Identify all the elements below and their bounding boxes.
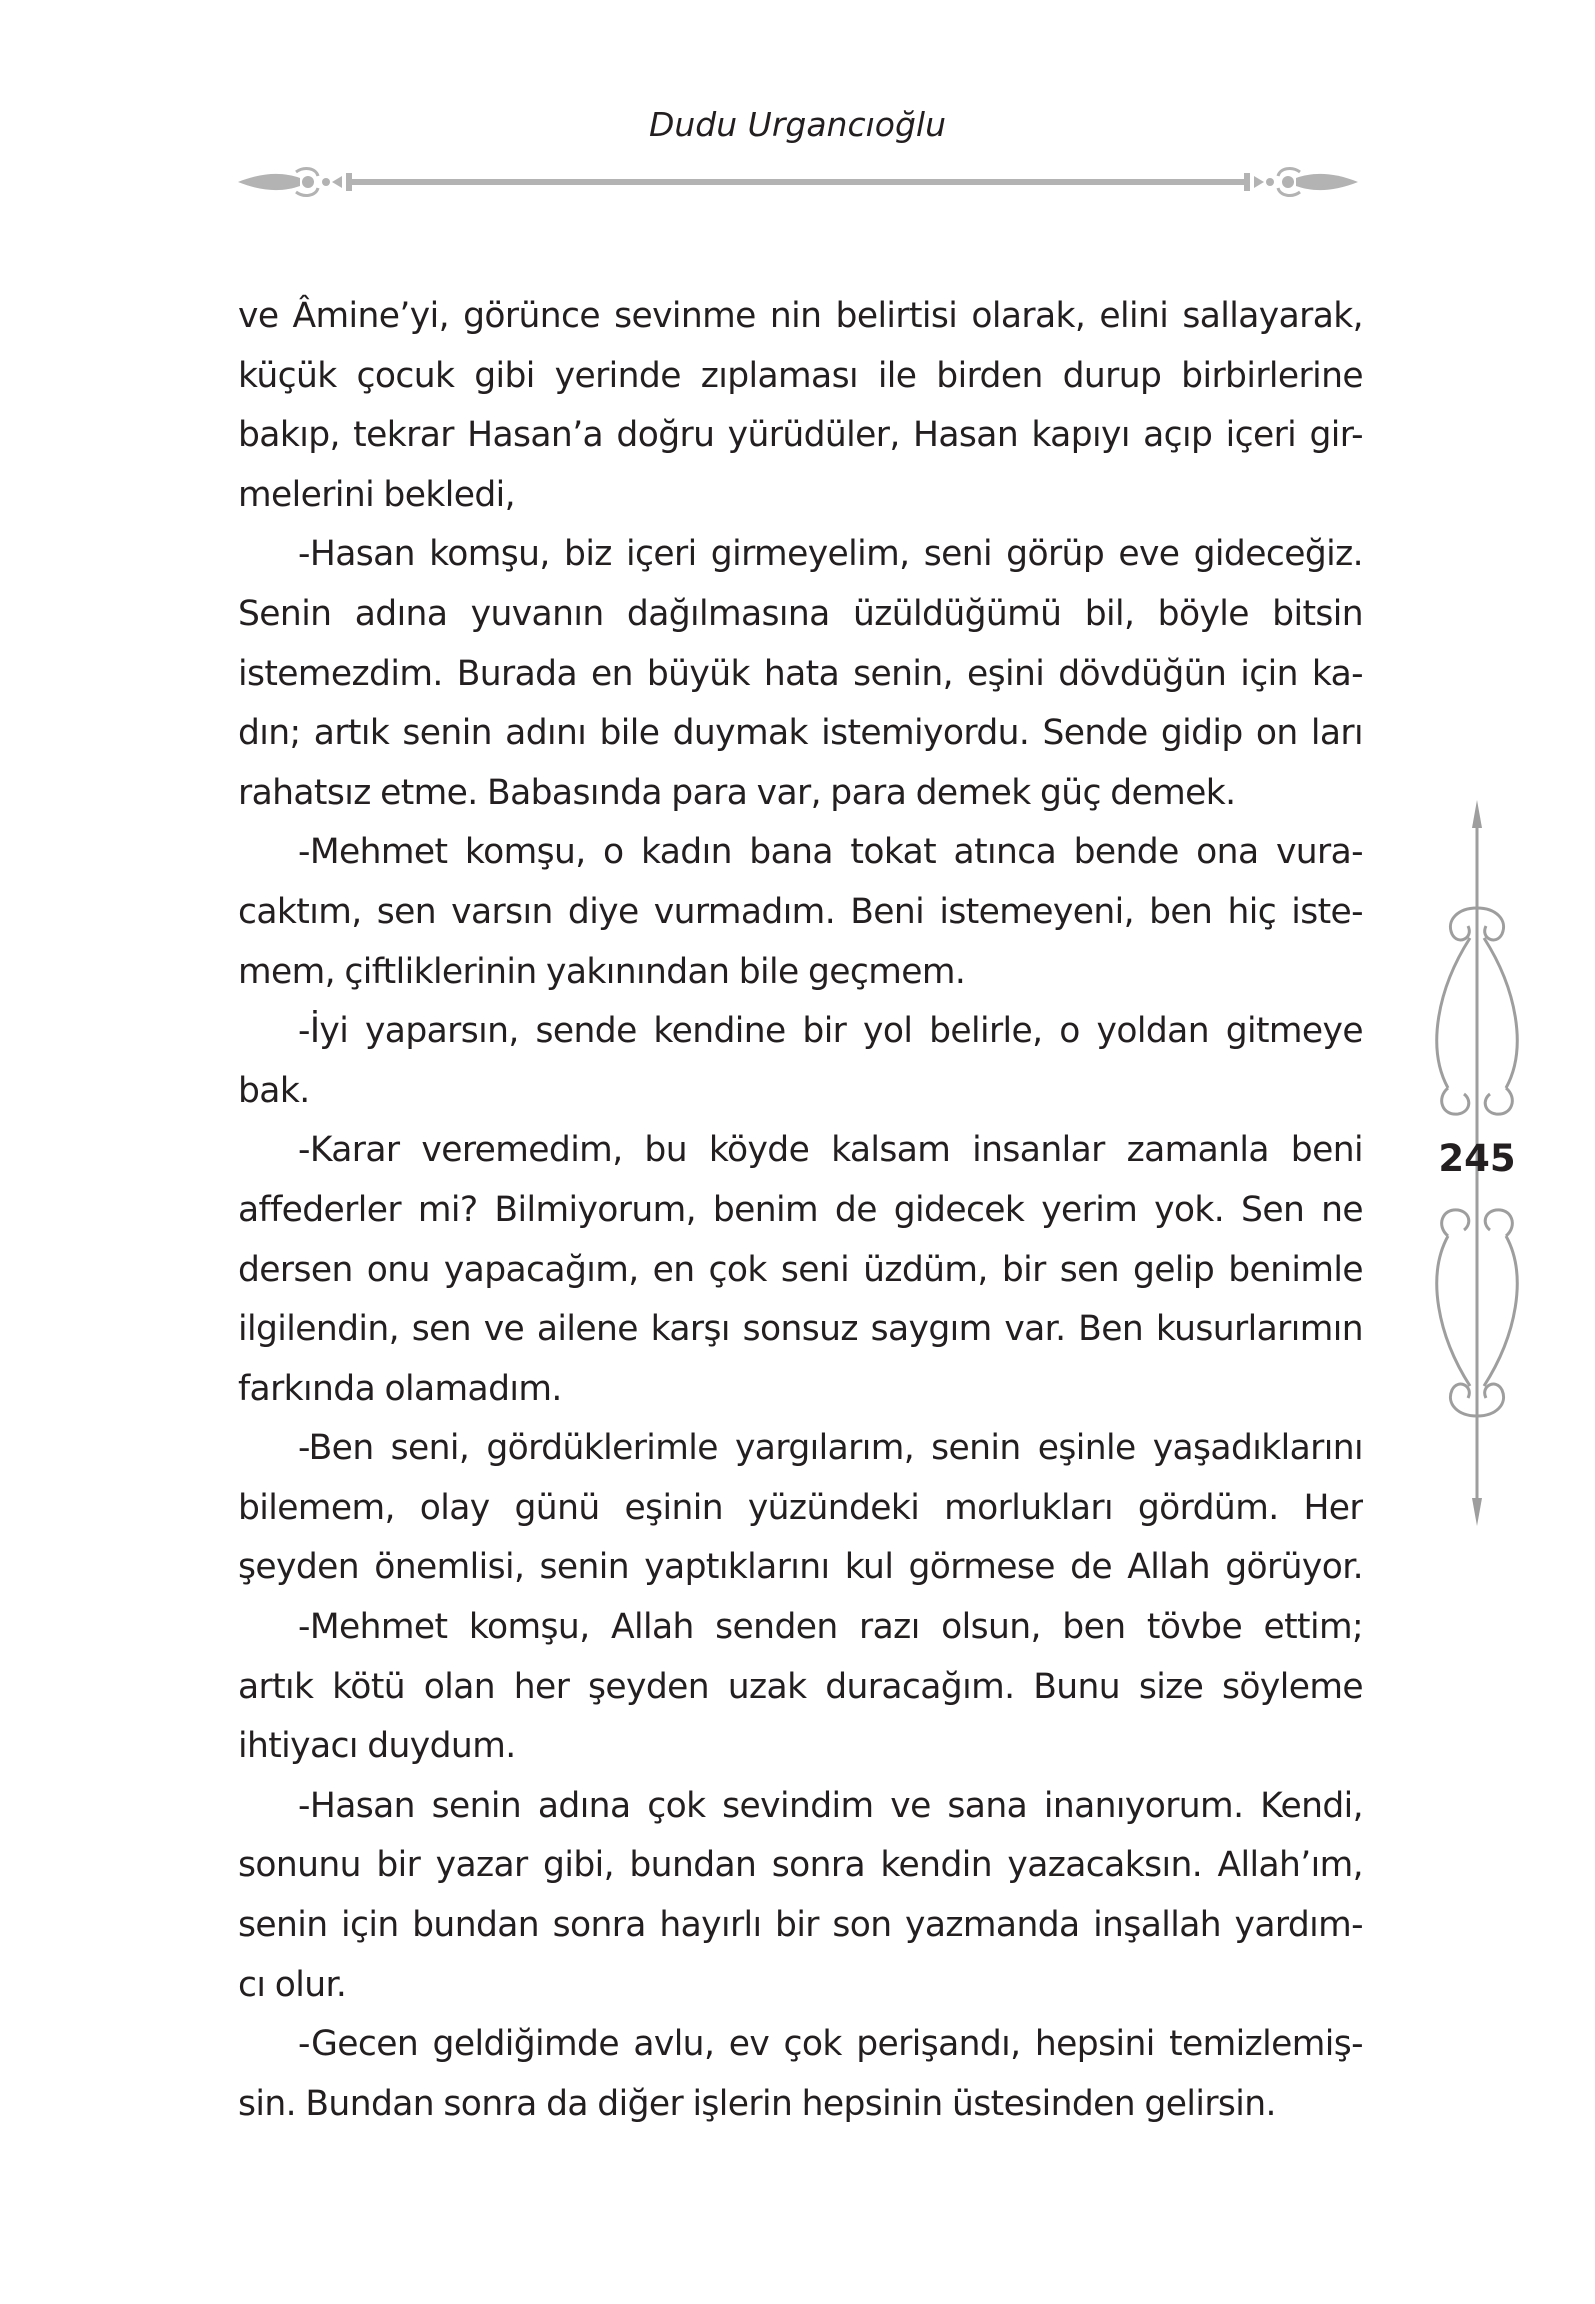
text-line: şeyden önemlisi, senin yaptıklarını kul görmese de Allah görüyor. (238, 1547, 1363, 1588)
text-line: -Hasan komşu, biz içeri girmeyelim, seni görüp eve gideceğiz. (298, 534, 1363, 575)
text-line: senin için bundan sonra hayırlı bir son yazmanda inşallah yardım- (238, 1905, 1363, 1946)
text-line: sonunu bir yazar gibi, bundan sonra kendin yazacaksın. Allah’ım, (238, 1845, 1363, 1886)
text-line: artık kötü olan her şeyden uzak duracağım. Bunu size söyleme (238, 1666, 1363, 1707)
body-text (238, 287, 1363, 2134)
text-line: küçük çocuk gibi yerinde zıplaması ile birden durup birbirlerine (238, 355, 1363, 396)
text-line: melerini bekledi, (238, 474, 515, 515)
text-line: bak. (238, 1070, 310, 1111)
text-line: -Mehmet komşu, o kadın bana tokat atınca bende ona vura- (298, 832, 1363, 873)
header-ornament-rule (238, 162, 1358, 202)
text-line: -Ben seni, gördüklerimle yargılarım, senin eşinle yaşadıklarını (298, 1428, 1363, 1469)
text-line: bakıp, tekrar Hasan’a doğru yürüdüler, Hasan kapıyı açıp içeri gir- (238, 415, 1363, 456)
text-line: -Hasan senin adına çok sevindim ve sana inanıyorum. Kendi, (298, 1785, 1363, 1826)
text-line: -Mehmet komşu, Allah senden razı olsun, ben tövbe ettim; (298, 1607, 1363, 1648)
page-number: 245 (1438, 1137, 1516, 1180)
text-line: rahatsız etme. Babasında para var, para demek güç demek. (238, 772, 1236, 813)
text-line: farkında olamadım. (238, 1368, 562, 1409)
running-header-author: Dudu Urgancıoğlu (648, 105, 947, 144)
text-line: sin. Bundan sonra da diğer işlerin hepsinin üstesinden gelirsin. (238, 2083, 1276, 2124)
text-line: caktım, sen varsın diye vurmadım. Beni istemeyeni, ben hiç iste- (238, 891, 1363, 932)
text-line: -Gecen geldiğimde avlu, ev çok perişandı, hepsini temizlemiş- (298, 2024, 1363, 2065)
text-line: cı olur. (238, 1964, 347, 2005)
text-line: affederler mi? Bilmiyorum, benim de gidecek yerim yok. Sen ne (238, 1189, 1363, 1230)
text-line: dersen onu yapacağım, en çok seni üzdüm, bir sen gelip benimle (238, 1249, 1363, 1290)
text-line: istemezdim. Burada en büyük hata senin, eşini dövdüğün için ka- (238, 653, 1363, 694)
text-line: ve Âmine’yi, görünce sevinme nin belirtisi olarak, elini sallayarak, (238, 296, 1363, 336)
text-line: -İyi yaparsın, sende kendine bir yol belirle, o yoldan gitmeye (298, 1011, 1363, 1052)
text-line: Senin adına yuvanın dağılmasına üzüldüğümü bil, böyle bitsin (238, 593, 1363, 634)
text-line: bilemem, olay günü eşinin yüzündeki morlukları gördüm. Her (238, 1487, 1363, 1528)
text-line: ihtiyacı duydum. (238, 1726, 516, 1767)
text-line: ilgilendin, sen ve ailene karşı sonsuz saygım var. Ben kusurlarımın (238, 1309, 1363, 1350)
text-line: dın; artık senin adını bile duymak istemiyordu. Sende gidip on ları (238, 713, 1363, 754)
text-line: -Karar veremedim, bu köyde kalsam insanlar zamanla beni (298, 1130, 1363, 1171)
text-line: mem, çiftliklerinin yakınından bile geçmem. (238, 951, 966, 992)
